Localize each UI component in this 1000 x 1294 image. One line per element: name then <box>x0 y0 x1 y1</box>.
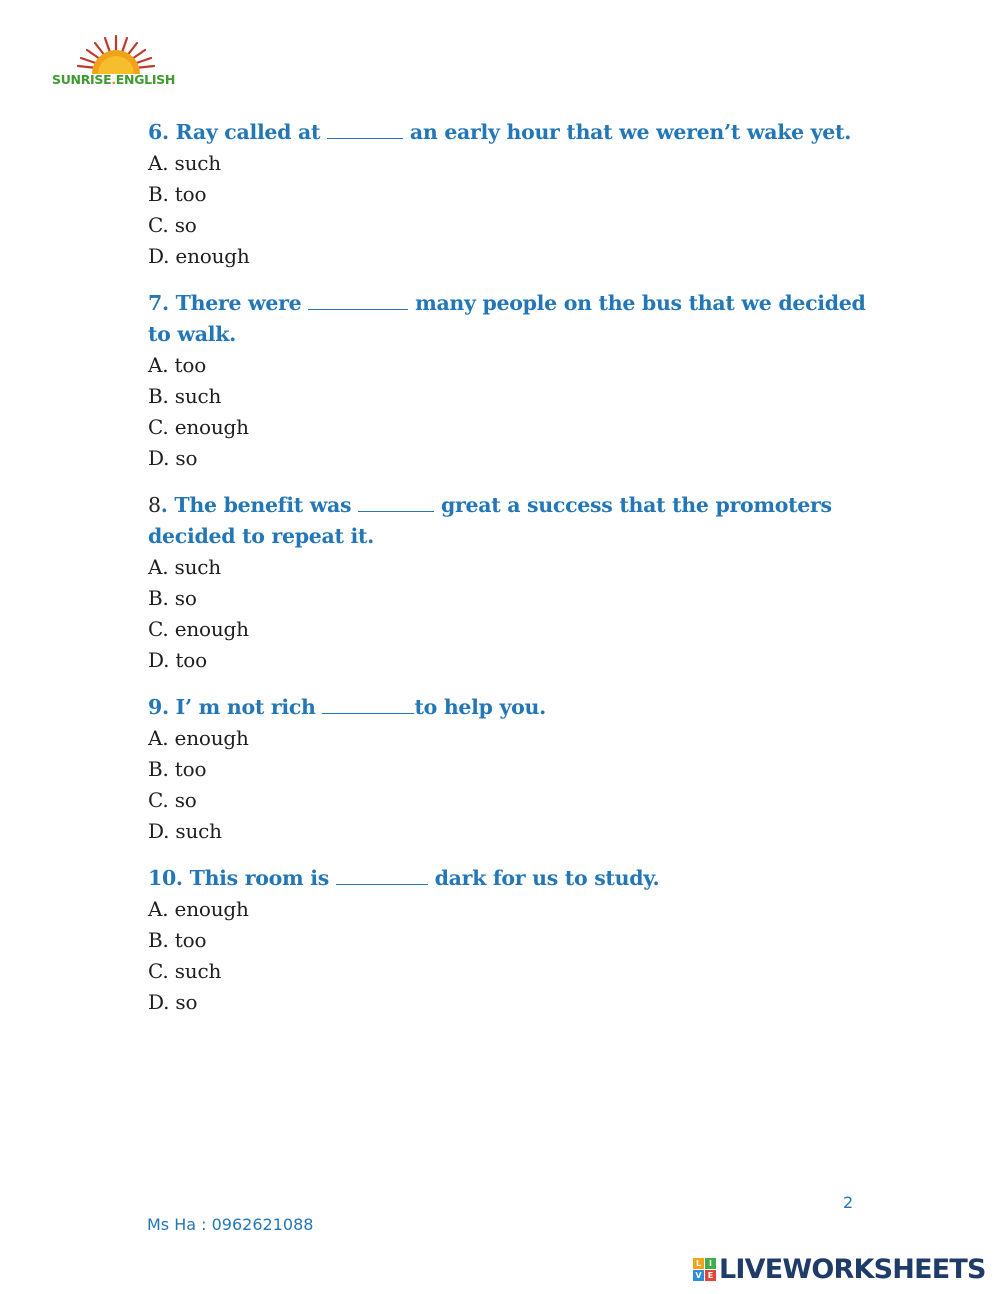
option-b: B. such <box>148 384 222 408</box>
answer-blank <box>336 867 428 885</box>
option-c: C. enough <box>148 415 249 439</box>
option-a: A. enough <box>148 897 249 921</box>
question-suffix: an early hour that we weren’t wake yet. <box>409 120 852 144</box>
question-prefix: There were <box>175 291 302 315</box>
question-number: 10. <box>148 866 183 890</box>
option-a: A. such <box>148 555 221 579</box>
question-text <box>148 490 868 552</box>
option-c: C. so <box>148 788 197 812</box>
option-b: B. too <box>148 928 207 952</box>
answer-blank <box>322 696 414 714</box>
option-d: D. such <box>148 819 222 843</box>
question-prefix: Ray called at <box>175 120 321 144</box>
question-text <box>148 863 868 894</box>
page-number: 2 <box>843 1193 854 1212</box>
option-b: B. so <box>148 586 197 610</box>
icon-letter-e: E <box>705 1270 716 1281</box>
question-prefix: This room is <box>189 866 329 890</box>
question-text <box>148 692 868 723</box>
logo-brand-dot: . <box>111 72 116 87</box>
answer-blank <box>308 292 408 310</box>
question-number: 8 <box>148 493 161 517</box>
question-6 <box>148 117 868 272</box>
option-c: C. such <box>148 959 222 983</box>
question-suffix: dark for us to study. <box>434 866 660 890</box>
option-c: C. so <box>148 213 197 237</box>
option-d: D. so <box>148 446 198 470</box>
option-b: B. too <box>148 757 207 781</box>
option-c: C. enough <box>148 617 249 641</box>
question-suffix: to help you. <box>414 695 546 719</box>
liveworksheets-watermark[interactable] <box>693 1252 986 1286</box>
question-number: 7. <box>148 291 169 315</box>
icon-letter-i: I <box>705 1258 716 1269</box>
question-9 <box>148 692 868 847</box>
option-d: D. too <box>148 648 207 672</box>
question-prefix: . The benefit was <box>160 493 352 517</box>
logo-brand-main: SUNRISE <box>52 72 112 87</box>
option-d: D. so <box>148 990 198 1014</box>
question-suffix: many people on the bus that we decided to walk. <box>148 291 866 346</box>
question-8 <box>148 490 868 676</box>
option-a: A. enough <box>148 726 249 750</box>
question-10 <box>148 863 868 1018</box>
liveworksheets-icon <box>693 1258 716 1281</box>
answer-blank <box>327 121 403 139</box>
icon-letter-l: L <box>693 1258 704 1269</box>
answer-blank <box>358 494 434 512</box>
option-a: A. too <box>148 353 207 377</box>
question-number: 9. <box>148 695 169 719</box>
question-suffix: great a success that the promoters decided to repeat it. <box>148 493 832 548</box>
question-7 <box>148 288 868 474</box>
question-text <box>148 288 868 350</box>
sunrise-english-logo <box>50 30 182 92</box>
logo-brand-tail: ENGLISH <box>115 72 176 87</box>
option-b: B. too <box>148 182 207 206</box>
option-d: D. enough <box>148 244 250 268</box>
logo-text <box>52 72 175 87</box>
icon-letter-v: V <box>693 1270 704 1281</box>
question-text <box>148 117 868 148</box>
question-prefix: I’ m not rich <box>175 695 316 719</box>
question-number: 6. <box>148 120 169 144</box>
liveworksheets-text: LIVEWORKSHEETS <box>719 1253 986 1285</box>
contact-info: Ms Ha : 0962621088 <box>147 1215 314 1234</box>
question-list <box>148 117 868 1034</box>
option-a: A. such <box>148 151 221 175</box>
